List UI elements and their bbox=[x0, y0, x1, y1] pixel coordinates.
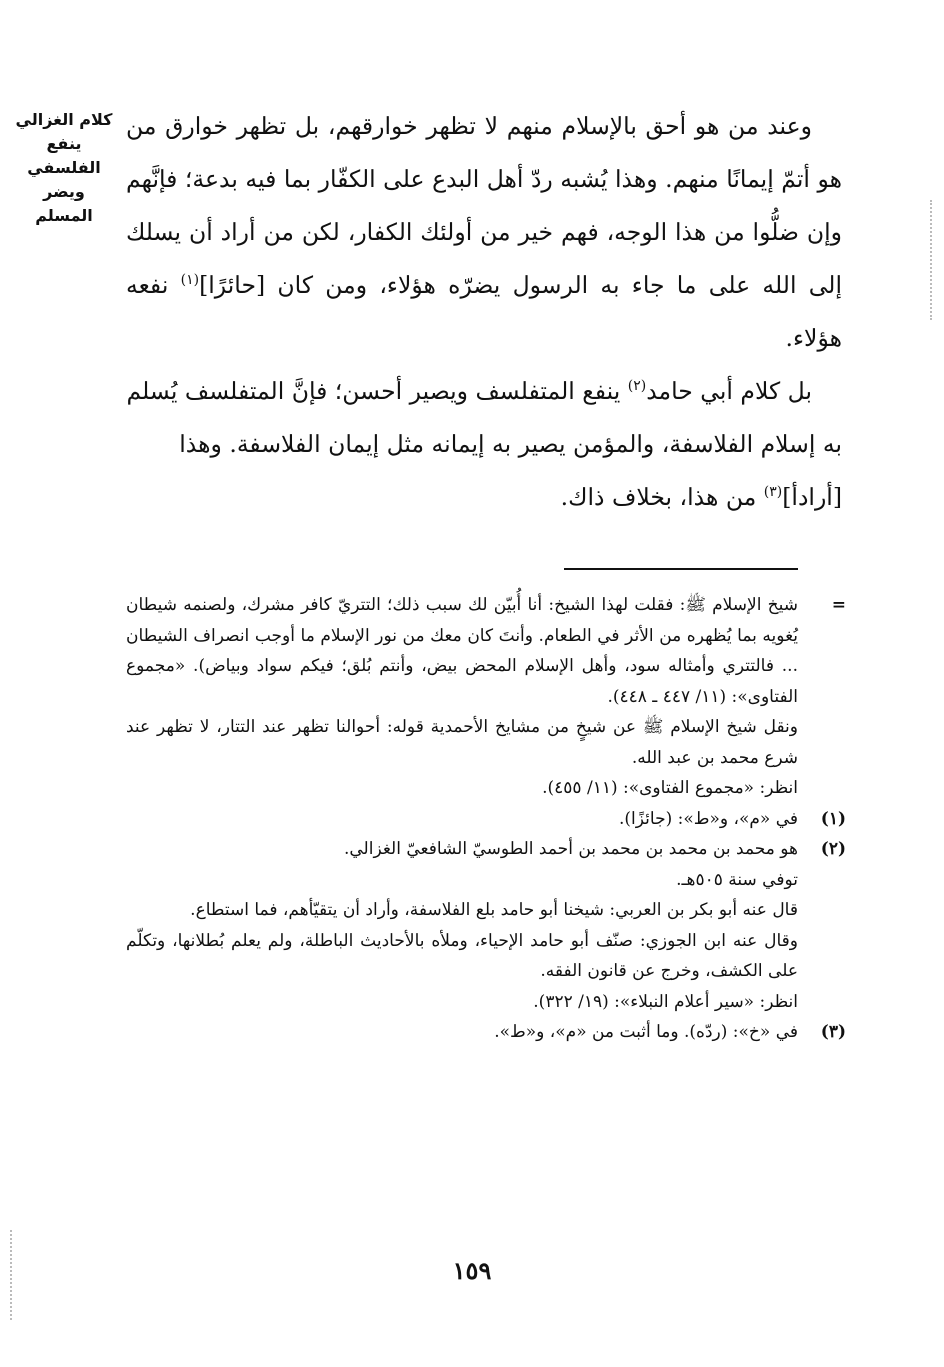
footnote-line: توفي سنة ٥٠٥هـ. bbox=[676, 869, 798, 890]
main-text bbox=[126, 100, 842, 524]
footnote-ref-2: (٢) bbox=[627, 378, 647, 395]
footnote-marker: = bbox=[831, 595, 846, 615]
footnote-body bbox=[126, 834, 798, 1017]
footnote-marker: (١) bbox=[820, 808, 846, 829]
footnote-ref-1: (١) bbox=[180, 272, 200, 289]
paragraph-1-text: وعند من هو أحق بالإسلام منهم لا تظهر خوارقهم، بل تظهر خوارق من هو أتمّ إيمانًا منهم. وهذا يُشبه ردّ أهل البدع على الكفّار بما فيه بدعة؛ فإنَّهم وإن ضلُّوا من هذا الوجه، فهم خير من أولئك الكفار، لكن من أراد أن يسلك إلى الله على ما جاء به الرسول يضرّه هؤلاء، ومن كان [حائرًا] bbox=[126, 112, 842, 299]
paragraph-2 bbox=[126, 365, 842, 524]
page-number: ١٥٩ bbox=[452, 1256, 492, 1285]
footnotes bbox=[126, 590, 846, 1048]
paragraph-2-text-a: بل كلام أبي حامد bbox=[646, 377, 812, 405]
footnote-line: قال عنه أبو بكر بن العربي: شيخنا أبو حامد بلع الفلاسفة، وأراد أن يتقيّأهم، فما استطاع. bbox=[190, 900, 798, 920]
footnote-body bbox=[126, 804, 798, 835]
footnote-line: انظر: «مجموع الفتاوى»: (١١/ ٤٥٥). bbox=[542, 778, 798, 798]
paragraph-2-text-b: ينفع المتفلسف ويصير أحسن؛ فإنَّ المتفلسف يُسلم به إسلام الفلاسفة، والمؤمن يصير به إيمانه مثل إيمان الفلاسفة. وهذا [أرادأ] bbox=[126, 377, 842, 511]
footnote-line: شيخ الإسلام ﷺ: فقلت لهذا الشيخ: أنا أُبيّن لك سبب ذلك؛ التتريّ كافر مشرك، ولصنمه شيطان يُغويه بما يُظهره من الأثر في الطعام. وأنتَ كان معك من نور الإسلام ما أوجب انصراف الشيطان ... فالتتري وأمثاله سود، وأهل الإسلام المحض بيض، وأنتم بُلق؛ فيكم سواد وبياض). «مجموع الفتاوى»: (١١/ ٤٤٧ ـ ٤٤٨). bbox=[126, 595, 798, 707]
footnote-marker: (٢) bbox=[820, 839, 846, 859]
footnote-ref-3: (٣) bbox=[763, 484, 783, 501]
footnote-line: في «خ»: (ردّه). وما أثبت من «م»، و«ط». bbox=[494, 1022, 798, 1042]
margin-note bbox=[10, 108, 118, 228]
footnote-2 bbox=[126, 834, 846, 1017]
paragraph-2-text-c: من هذا، بخلاف ذاك. bbox=[560, 483, 764, 511]
footnote-continuation bbox=[126, 590, 846, 804]
footnote-line: ونقل شيخ الإسلام ﷺ عن شيخٍ من مشايخ الأحمدية قوله: أحوالنا تظهر عند التتار، لا تظهر عند شرع محمد بن عبد الله. bbox=[126, 717, 798, 768]
footnote-line: في «م»، و«ط»: (جائزًا). bbox=[619, 808, 798, 829]
scan-edge-mark bbox=[930, 200, 934, 320]
margin-note-line: المسلم bbox=[35, 206, 93, 225]
margin-note-line: كلام الغزالي bbox=[15, 110, 113, 129]
footnote-separator bbox=[564, 568, 798, 570]
margin-note-line: ينفع الفلسفي ويضر bbox=[27, 134, 101, 201]
scan-edge-mark bbox=[10, 1230, 14, 1320]
footnote-3 bbox=[126, 1017, 846, 1048]
footnote-marker: (٣) bbox=[820, 1022, 846, 1042]
footnote-line: هو محمد بن محمد بن محمد بن أحمد الطوسيّ الشافعيّ الغزالي. bbox=[343, 839, 798, 859]
footnote-body bbox=[126, 1017, 798, 1048]
paragraph-1-end: نفعه هؤلاء. bbox=[126, 271, 842, 352]
footnote-body bbox=[126, 590, 798, 804]
footnote-line: وقال عنه ابن الجوزي: صنّف أبو حامد الإحياء، وملأه بالأحاديث الباطلة، ولم يعلم بُطلانها، وتكلّم على الكشف، وخرج عن قانون الفقه. bbox=[126, 930, 798, 981]
paragraph-1 bbox=[126, 100, 842, 365]
footnote-1 bbox=[126, 804, 846, 835]
footnote-line: انظر: «سير أعلام النبلاء»: (١٩/ ٣٢٢). bbox=[533, 991, 798, 1012]
